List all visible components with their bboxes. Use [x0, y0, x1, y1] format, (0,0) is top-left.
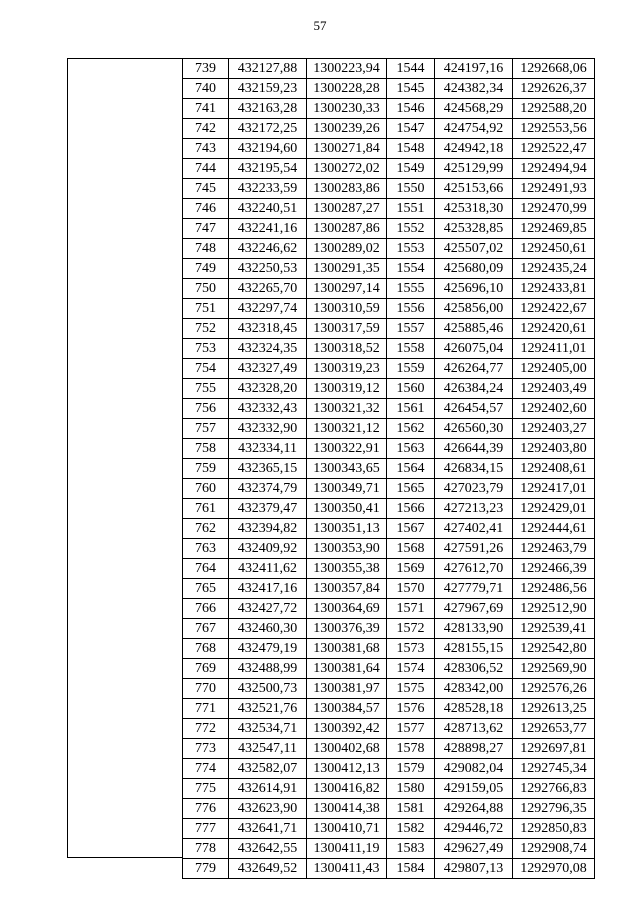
point-number-a: 760 [183, 479, 229, 499]
y-coordinate-a: 1300319,23 [307, 359, 387, 379]
y-coordinate-b: 1292486,56 [513, 579, 595, 599]
y-coordinate-a: 1300239,26 [307, 119, 387, 139]
y-coordinate-a: 1300355,38 [307, 559, 387, 579]
y-coordinate-b: 1292588,20 [513, 99, 595, 119]
x-coordinate-b: 425129,99 [435, 159, 513, 179]
x-coordinate-a: 432614,91 [229, 779, 307, 799]
point-number-b: 1577 [387, 719, 435, 739]
y-coordinate-b: 1292429,01 [513, 499, 595, 519]
table-row [183, 499, 595, 519]
table-row [183, 59, 595, 79]
y-coordinate-a: 1300410,71 [307, 819, 387, 839]
point-number-a: 740 [183, 79, 229, 99]
point-number-a: 778 [183, 839, 229, 859]
point-number-b: 1573 [387, 639, 435, 659]
point-number-b: 1564 [387, 459, 435, 479]
y-coordinate-b: 1292553,56 [513, 119, 595, 139]
y-coordinate-a: 1300381,68 [307, 639, 387, 659]
table-row [183, 579, 595, 599]
x-coordinate-a: 432332,43 [229, 399, 307, 419]
y-coordinate-b: 1292463,79 [513, 539, 595, 559]
x-coordinate-b: 425696,10 [435, 279, 513, 299]
x-coordinate-b: 427591,26 [435, 539, 513, 559]
x-coordinate-a: 432265,70 [229, 279, 307, 299]
y-coordinate-b: 1292420,61 [513, 319, 595, 339]
x-coordinate-a: 432417,16 [229, 579, 307, 599]
point-number-b: 1570 [387, 579, 435, 599]
y-coordinate-b: 1292494,94 [513, 159, 595, 179]
x-coordinate-a: 432163,28 [229, 99, 307, 119]
point-number-b: 1582 [387, 819, 435, 839]
point-number-a: 743 [183, 139, 229, 159]
x-coordinate-b: 427402,41 [435, 519, 513, 539]
y-coordinate-a: 1300283,86 [307, 179, 387, 199]
point-number-a: 773 [183, 739, 229, 759]
x-coordinate-a: 432324,35 [229, 339, 307, 359]
x-coordinate-a: 432327,49 [229, 359, 307, 379]
y-coordinate-b: 1292569,90 [513, 659, 595, 679]
point-number-a: 776 [183, 799, 229, 819]
point-number-a: 754 [183, 359, 229, 379]
y-coordinate-a: 1300416,82 [307, 779, 387, 799]
point-number-a: 762 [183, 519, 229, 539]
table-row [183, 699, 595, 719]
x-coordinate-a: 432127,88 [229, 59, 307, 79]
table-row [183, 599, 595, 619]
y-coordinate-b: 1292403,80 [513, 439, 595, 459]
point-number-b: 1546 [387, 99, 435, 119]
table-row [183, 719, 595, 739]
point-number-a: 774 [183, 759, 229, 779]
y-coordinate-a: 1300287,86 [307, 219, 387, 239]
table-row [183, 239, 595, 259]
x-coordinate-a: 432534,71 [229, 719, 307, 739]
y-coordinate-a: 1300353,90 [307, 539, 387, 559]
y-coordinate-a: 1300287,27 [307, 199, 387, 219]
x-coordinate-b: 426384,24 [435, 379, 513, 399]
x-coordinate-a: 432411,62 [229, 559, 307, 579]
point-number-a: 767 [183, 619, 229, 639]
x-coordinate-b: 429446,72 [435, 819, 513, 839]
table-row [183, 559, 595, 579]
x-coordinate-b: 428133,90 [435, 619, 513, 639]
x-coordinate-a: 432374,79 [229, 479, 307, 499]
point-number-a: 765 [183, 579, 229, 599]
table-row [183, 279, 595, 299]
page-number: 57 [313, 18, 327, 33]
x-coordinate-a: 432623,90 [229, 799, 307, 819]
x-coordinate-a: 432240,51 [229, 199, 307, 219]
x-coordinate-a: 432641,71 [229, 819, 307, 839]
point-number-a: 739 [183, 59, 229, 79]
y-coordinate-b: 1292435,24 [513, 259, 595, 279]
x-coordinate-b: 428528,18 [435, 699, 513, 719]
x-coordinate-b: 425507,02 [435, 239, 513, 259]
y-coordinate-b: 1292405,00 [513, 359, 595, 379]
point-number-b: 1550 [387, 179, 435, 199]
table-row [183, 639, 595, 659]
point-number-b: 1548 [387, 139, 435, 159]
y-coordinate-a: 1300392,42 [307, 719, 387, 739]
x-coordinate-b: 425856,00 [435, 299, 513, 319]
y-coordinate-a: 1300317,59 [307, 319, 387, 339]
x-coordinate-b: 424754,92 [435, 119, 513, 139]
point-number-b: 1583 [387, 839, 435, 859]
y-coordinate-a: 1300271,84 [307, 139, 387, 159]
point-number-b: 1562 [387, 419, 435, 439]
table-row [183, 99, 595, 119]
y-coordinate-a: 1300230,33 [307, 99, 387, 119]
y-coordinate-b: 1292745,34 [513, 759, 595, 779]
y-coordinate-a: 1300411,43 [307, 859, 387, 879]
point-number-b: 1551 [387, 199, 435, 219]
coordinates-table [182, 58, 595, 879]
point-number-a: 768 [183, 639, 229, 659]
y-coordinate-a: 1300364,69 [307, 599, 387, 619]
point-number-a: 758 [183, 439, 229, 459]
y-coordinate-a: 1300291,35 [307, 259, 387, 279]
x-coordinate-b: 429264,88 [435, 799, 513, 819]
y-coordinate-b: 1292522,47 [513, 139, 595, 159]
table-row [183, 859, 595, 879]
table-row [183, 259, 595, 279]
table-row [183, 119, 595, 139]
y-coordinate-b: 1292512,90 [513, 599, 595, 619]
point-number-a: 751 [183, 299, 229, 319]
point-number-b: 1553 [387, 239, 435, 259]
y-coordinate-a: 1300412,13 [307, 759, 387, 779]
x-coordinate-b: 429159,05 [435, 779, 513, 799]
x-coordinate-b: 426454,57 [435, 399, 513, 419]
point-number-b: 1552 [387, 219, 435, 239]
x-coordinate-b: 427612,70 [435, 559, 513, 579]
table-row [183, 839, 595, 859]
table-row [183, 819, 595, 839]
x-coordinate-b: 425153,66 [435, 179, 513, 199]
y-coordinate-b: 1292850,83 [513, 819, 595, 839]
y-coordinate-b: 1292491,93 [513, 179, 595, 199]
x-coordinate-b: 427023,79 [435, 479, 513, 499]
table-row [183, 399, 595, 419]
point-number-a: 763 [183, 539, 229, 559]
x-coordinate-b: 428155,15 [435, 639, 513, 659]
y-coordinate-b: 1292469,85 [513, 219, 595, 239]
y-coordinate-b: 1292697,81 [513, 739, 595, 759]
table-row [183, 459, 595, 479]
point-number-a: 766 [183, 599, 229, 619]
point-number-b: 1566 [387, 499, 435, 519]
table-row [183, 199, 595, 219]
coordinates-table-body [183, 59, 595, 879]
y-coordinate-b: 1292653,77 [513, 719, 595, 739]
x-coordinate-a: 432233,59 [229, 179, 307, 199]
point-number-a: 744 [183, 159, 229, 179]
y-coordinate-b: 1292466,39 [513, 559, 595, 579]
point-number-a: 779 [183, 859, 229, 879]
x-coordinate-b: 427213,23 [435, 499, 513, 519]
point-number-b: 1572 [387, 619, 435, 639]
y-coordinate-a: 1300411,19 [307, 839, 387, 859]
table-row [183, 179, 595, 199]
y-coordinate-a: 1300223,94 [307, 59, 387, 79]
x-coordinate-b: 428306,52 [435, 659, 513, 679]
x-coordinate-a: 432379,47 [229, 499, 307, 519]
point-number-b: 1576 [387, 699, 435, 719]
y-coordinate-b: 1292417,01 [513, 479, 595, 499]
x-coordinate-b: 424197,16 [435, 59, 513, 79]
point-number-a: 777 [183, 819, 229, 839]
x-coordinate-a: 432409,92 [229, 539, 307, 559]
x-coordinate-b: 426644,39 [435, 439, 513, 459]
point-number-b: 1558 [387, 339, 435, 359]
point-number-a: 775 [183, 779, 229, 799]
table-row [183, 779, 595, 799]
point-number-a: 772 [183, 719, 229, 739]
y-coordinate-b: 1292539,41 [513, 619, 595, 639]
table-row [183, 659, 595, 679]
y-coordinate-a: 1300414,38 [307, 799, 387, 819]
x-coordinate-a: 432427,72 [229, 599, 307, 619]
table-row [183, 739, 595, 759]
y-coordinate-a: 1300381,97 [307, 679, 387, 699]
point-number-b: 1555 [387, 279, 435, 299]
point-number-a: 755 [183, 379, 229, 399]
point-number-a: 750 [183, 279, 229, 299]
y-coordinate-a: 1300310,59 [307, 299, 387, 319]
y-coordinate-a: 1300321,32 [307, 399, 387, 419]
point-number-a: 756 [183, 399, 229, 419]
y-coordinate-a: 1300289,02 [307, 239, 387, 259]
table-row [183, 439, 595, 459]
point-number-b: 1561 [387, 399, 435, 419]
x-coordinate-a: 432547,11 [229, 739, 307, 759]
point-number-b: 1567 [387, 519, 435, 539]
y-coordinate-b: 1292444,61 [513, 519, 595, 539]
x-coordinate-b: 425885,46 [435, 319, 513, 339]
point-number-b: 1556 [387, 299, 435, 319]
point-number-b: 1568 [387, 539, 435, 559]
y-coordinate-b: 1292668,06 [513, 59, 595, 79]
y-coordinate-b: 1292626,37 [513, 79, 595, 99]
table-row [183, 619, 595, 639]
point-number-a: 770 [183, 679, 229, 699]
x-coordinate-a: 432297,74 [229, 299, 307, 319]
x-coordinate-a: 432328,20 [229, 379, 307, 399]
point-number-b: 1584 [387, 859, 435, 879]
y-coordinate-a: 1300343,65 [307, 459, 387, 479]
y-coordinate-a: 1300357,84 [307, 579, 387, 599]
point-number-b: 1579 [387, 759, 435, 779]
x-coordinate-a: 432250,53 [229, 259, 307, 279]
table-row [183, 299, 595, 319]
point-number-a: 752 [183, 319, 229, 339]
x-coordinate-b: 424568,29 [435, 99, 513, 119]
point-number-a: 745 [183, 179, 229, 199]
y-coordinate-a: 1300319,12 [307, 379, 387, 399]
y-coordinate-b: 1292766,83 [513, 779, 595, 799]
x-coordinate-a: 432394,82 [229, 519, 307, 539]
point-number-a: 764 [183, 559, 229, 579]
x-coordinate-a: 432318,45 [229, 319, 307, 339]
point-number-b: 1560 [387, 379, 435, 399]
x-coordinate-b: 427967,69 [435, 599, 513, 619]
point-number-b: 1547 [387, 119, 435, 139]
point-number-b: 1571 [387, 599, 435, 619]
y-coordinate-b: 1292908,74 [513, 839, 595, 859]
y-coordinate-b: 1292408,61 [513, 459, 595, 479]
x-coordinate-b: 426560,30 [435, 419, 513, 439]
y-coordinate-a: 1300376,39 [307, 619, 387, 639]
x-coordinate-a: 432194,60 [229, 139, 307, 159]
table-row [183, 799, 595, 819]
x-coordinate-a: 432521,76 [229, 699, 307, 719]
point-number-b: 1569 [387, 559, 435, 579]
table-row [183, 159, 595, 179]
y-coordinate-b: 1292433,81 [513, 279, 595, 299]
point-number-b: 1563 [387, 439, 435, 459]
y-coordinate-b: 1292411,01 [513, 339, 595, 359]
x-coordinate-a: 432582,07 [229, 759, 307, 779]
x-coordinate-a: 432241,16 [229, 219, 307, 239]
x-coordinate-b: 429082,04 [435, 759, 513, 779]
left-empty-column [67, 58, 182, 858]
point-number-b: 1544 [387, 59, 435, 79]
table-row [183, 139, 595, 159]
x-coordinate-a: 432500,73 [229, 679, 307, 699]
x-coordinate-b: 424382,34 [435, 79, 513, 99]
x-coordinate-b: 429627,49 [435, 839, 513, 859]
y-coordinate-a: 1300351,13 [307, 519, 387, 539]
y-coordinate-a: 1300318,52 [307, 339, 387, 359]
y-coordinate-b: 1292422,67 [513, 299, 595, 319]
x-coordinate-a: 432332,90 [229, 419, 307, 439]
y-coordinate-a: 1300228,28 [307, 79, 387, 99]
y-coordinate-b: 1292796,35 [513, 799, 595, 819]
table-row [183, 219, 595, 239]
x-coordinate-b: 428342,00 [435, 679, 513, 699]
point-number-b: 1559 [387, 359, 435, 379]
point-number-b: 1549 [387, 159, 435, 179]
point-number-a: 746 [183, 199, 229, 219]
x-coordinate-b: 428898,27 [435, 739, 513, 759]
point-number-a: 757 [183, 419, 229, 439]
point-number-b: 1575 [387, 679, 435, 699]
point-number-b: 1580 [387, 779, 435, 799]
x-coordinate-b: 427779,71 [435, 579, 513, 599]
x-coordinate-a: 432334,11 [229, 439, 307, 459]
y-coordinate-a: 1300350,41 [307, 499, 387, 519]
table-row [183, 319, 595, 339]
table-row [183, 379, 595, 399]
x-coordinate-b: 425318,30 [435, 199, 513, 219]
table-row [183, 679, 595, 699]
y-coordinate-b: 1292403,49 [513, 379, 595, 399]
x-coordinate-b: 425328,85 [435, 219, 513, 239]
table-row [183, 759, 595, 779]
x-coordinate-a: 432488,99 [229, 659, 307, 679]
y-coordinate-b: 1292402,60 [513, 399, 595, 419]
x-coordinate-b: 426075,04 [435, 339, 513, 359]
y-coordinate-b: 1292576,26 [513, 679, 595, 699]
table-row [183, 539, 595, 559]
y-coordinate-a: 1300402,68 [307, 739, 387, 759]
x-coordinate-a: 432365,15 [229, 459, 307, 479]
y-coordinate-a: 1300349,71 [307, 479, 387, 499]
x-coordinate-b: 429807,13 [435, 859, 513, 879]
y-coordinate-b: 1292470,99 [513, 199, 595, 219]
point-number-b: 1574 [387, 659, 435, 679]
y-coordinate-a: 1300297,14 [307, 279, 387, 299]
x-coordinate-a: 432172,25 [229, 119, 307, 139]
x-coordinate-b: 425680,09 [435, 259, 513, 279]
x-coordinate-a: 432246,62 [229, 239, 307, 259]
x-coordinate-a: 432649,52 [229, 859, 307, 879]
point-number-b: 1581 [387, 799, 435, 819]
x-coordinate-a: 432159,23 [229, 79, 307, 99]
x-coordinate-b: 424942,18 [435, 139, 513, 159]
point-number-a: 771 [183, 699, 229, 719]
point-number-a: 742 [183, 119, 229, 139]
y-coordinate-a: 1300322,91 [307, 439, 387, 459]
point-number-a: 761 [183, 499, 229, 519]
point-number-a: 747 [183, 219, 229, 239]
x-coordinate-a: 432460,30 [229, 619, 307, 639]
y-coordinate-b: 1292970,08 [513, 859, 595, 879]
y-coordinate-a: 1300272,02 [307, 159, 387, 179]
y-coordinate-a: 1300381,64 [307, 659, 387, 679]
x-coordinate-b: 426834,15 [435, 459, 513, 479]
point-number-a: 753 [183, 339, 229, 359]
x-coordinate-b: 426264,77 [435, 359, 513, 379]
y-coordinate-b: 1292542,80 [513, 639, 595, 659]
point-number-b: 1554 [387, 259, 435, 279]
y-coordinate-b: 1292613,25 [513, 699, 595, 719]
y-coordinate-a: 1300321,12 [307, 419, 387, 439]
x-coordinate-a: 432479,19 [229, 639, 307, 659]
point-number-b: 1578 [387, 739, 435, 759]
y-coordinate-b: 1292450,61 [513, 239, 595, 259]
table-row [183, 79, 595, 99]
point-number-a: 748 [183, 239, 229, 259]
point-number-b: 1545 [387, 79, 435, 99]
x-coordinate-a: 432195,54 [229, 159, 307, 179]
x-coordinate-a: 432642,55 [229, 839, 307, 859]
table-row [183, 519, 595, 539]
table-row [183, 339, 595, 359]
table-row [183, 479, 595, 499]
y-coordinate-b: 1292403,27 [513, 419, 595, 439]
point-number-a: 749 [183, 259, 229, 279]
y-coordinate-a: 1300384,57 [307, 699, 387, 719]
table-row [183, 359, 595, 379]
point-number-a: 741 [183, 99, 229, 119]
point-number-b: 1557 [387, 319, 435, 339]
point-number-a: 759 [183, 459, 229, 479]
point-number-a: 769 [183, 659, 229, 679]
table-row [183, 419, 595, 439]
point-number-b: 1565 [387, 479, 435, 499]
x-coordinate-b: 428713,62 [435, 719, 513, 739]
